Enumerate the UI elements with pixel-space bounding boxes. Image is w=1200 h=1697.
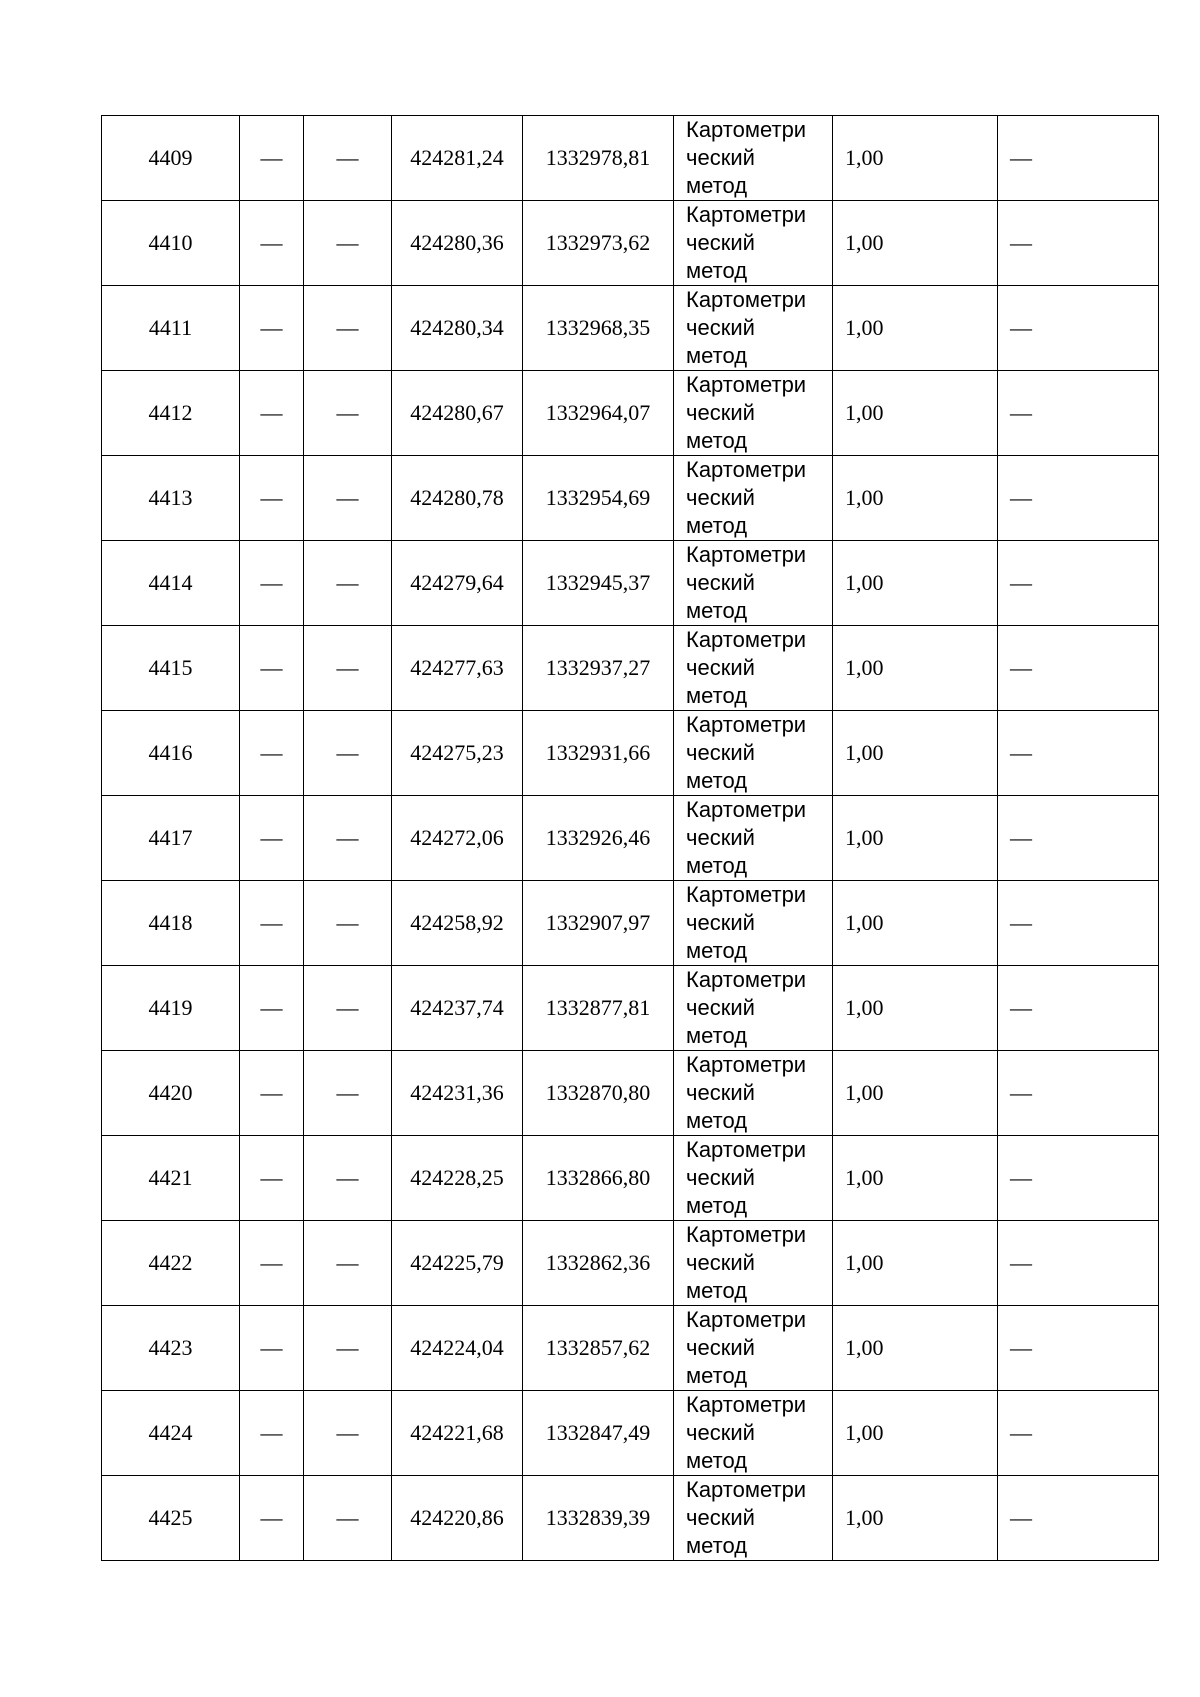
- empty-dash-cell: —: [998, 286, 1159, 371]
- empty-dash-cell: —: [240, 796, 304, 881]
- x-coordinate-cell: 424279,64: [392, 541, 523, 626]
- method-text-line: Картометри: [686, 202, 807, 227]
- empty-dash-cell: —: [304, 626, 392, 711]
- method-text-line: Картометри: [686, 1222, 807, 1247]
- empty-dash-cell: —: [998, 1391, 1159, 1476]
- method-text-line: ческий: [686, 1420, 755, 1445]
- method-text-line: метод: [686, 683, 748, 708]
- y-coordinate-cell: 1332945,37: [523, 541, 674, 626]
- table-row: [102, 1306, 1159, 1391]
- table-row: [102, 881, 1159, 966]
- table-row: [102, 371, 1159, 456]
- method-cell: [674, 1391, 833, 1476]
- x-coordinate-cell: 424237,74: [392, 966, 523, 1051]
- method-text-line: метод: [686, 1448, 748, 1473]
- accuracy-cell: 1,00: [833, 966, 998, 1051]
- x-coordinate-cell: 424258,92: [392, 881, 523, 966]
- method-text-line: метод: [686, 1278, 748, 1303]
- method-text-line: метод: [686, 1363, 748, 1388]
- empty-dash-cell: —: [240, 541, 304, 626]
- method-text-line: Картометри: [686, 627, 807, 652]
- empty-dash-cell: —: [240, 456, 304, 541]
- table-row: [102, 966, 1159, 1051]
- method-text-line: ческий: [686, 400, 755, 425]
- y-coordinate-cell: 1332877,81: [523, 966, 674, 1051]
- y-coordinate-cell: 1332866,80: [523, 1136, 674, 1221]
- empty-dash-cell: —: [240, 1221, 304, 1306]
- method-text-line: Картометри: [686, 712, 807, 737]
- method-text-line: ческий: [686, 910, 755, 935]
- method-cell: [674, 1051, 833, 1136]
- empty-dash-cell: —: [998, 1051, 1159, 1136]
- accuracy-cell: 1,00: [833, 201, 998, 286]
- empty-dash-cell: —: [304, 1221, 392, 1306]
- method-text-line: метод: [686, 598, 748, 623]
- empty-dash-cell: —: [998, 1306, 1159, 1391]
- table-row: [102, 711, 1159, 796]
- table-row: [102, 796, 1159, 881]
- point-number-cell: 4421: [102, 1136, 240, 1221]
- accuracy-cell: 1,00: [833, 371, 998, 456]
- table-row: [102, 1136, 1159, 1221]
- method-text-line: метод: [686, 513, 748, 538]
- accuracy-cell: 1,00: [833, 1306, 998, 1391]
- accuracy-cell: 1,00: [833, 881, 998, 966]
- method-cell: [674, 626, 833, 711]
- y-coordinate-cell: 1332954,69: [523, 456, 674, 541]
- y-coordinate-cell: 1332973,62: [523, 201, 674, 286]
- empty-dash-cell: —: [240, 1391, 304, 1476]
- method-text-line: ческий: [686, 995, 755, 1020]
- table-row: [102, 1051, 1159, 1136]
- point-number-cell: 4420: [102, 1051, 240, 1136]
- point-number-cell: 4422: [102, 1221, 240, 1306]
- method-cell: [674, 371, 833, 456]
- method-text-line: ческий: [686, 230, 755, 255]
- y-coordinate-cell: 1332931,66: [523, 711, 674, 796]
- method-text-line: ческий: [686, 740, 755, 765]
- empty-dash-cell: —: [240, 711, 304, 796]
- empty-dash-cell: —: [304, 711, 392, 796]
- empty-dash-cell: —: [304, 1136, 392, 1221]
- point-number-cell: 4425: [102, 1476, 240, 1561]
- x-coordinate-cell: 424228,25: [392, 1136, 523, 1221]
- table-row: [102, 1476, 1159, 1561]
- point-number-cell: 4417: [102, 796, 240, 881]
- empty-dash-cell: —: [998, 626, 1159, 711]
- x-coordinate-cell: 424225,79: [392, 1221, 523, 1306]
- point-number-cell: 4411: [102, 286, 240, 371]
- point-number-cell: 4423: [102, 1306, 240, 1391]
- empty-dash-cell: —: [304, 541, 392, 626]
- method-text-line: метод: [686, 258, 748, 283]
- accuracy-cell: 1,00: [833, 1051, 998, 1136]
- method-cell: [674, 1476, 833, 1561]
- accuracy-cell: 1,00: [833, 116, 998, 201]
- method-text-line: ческий: [686, 1080, 755, 1105]
- method-cell: [674, 966, 833, 1051]
- method-text-line: ческий: [686, 145, 755, 170]
- method-text-line: Картометри: [686, 967, 807, 992]
- table-row: [102, 541, 1159, 626]
- x-coordinate-cell: 424280,36: [392, 201, 523, 286]
- method-cell: [674, 456, 833, 541]
- y-coordinate-cell: 1332907,97: [523, 881, 674, 966]
- table-row: [102, 1221, 1159, 1306]
- empty-dash-cell: —: [240, 626, 304, 711]
- table-row: [102, 1391, 1159, 1476]
- x-coordinate-cell: 424275,23: [392, 711, 523, 796]
- method-text-line: ческий: [686, 1505, 755, 1530]
- empty-dash-cell: —: [304, 796, 392, 881]
- method-text-line: ческий: [686, 1335, 755, 1360]
- empty-dash-cell: —: [998, 541, 1159, 626]
- accuracy-cell: 1,00: [833, 1391, 998, 1476]
- empty-dash-cell: —: [998, 1136, 1159, 1221]
- empty-dash-cell: —: [240, 1136, 304, 1221]
- x-coordinate-cell: 424277,63: [392, 626, 523, 711]
- method-text-line: ческий: [686, 655, 755, 680]
- method-text-line: Картометри: [686, 457, 807, 482]
- y-coordinate-cell: 1332968,35: [523, 286, 674, 371]
- empty-dash-cell: —: [304, 1476, 392, 1561]
- point-number-cell: 4424: [102, 1391, 240, 1476]
- x-coordinate-cell: 424280,78: [392, 456, 523, 541]
- y-coordinate-cell: 1332937,27: [523, 626, 674, 711]
- empty-dash-cell: —: [304, 371, 392, 456]
- method-cell: [674, 541, 833, 626]
- y-coordinate-cell: 1332870,80: [523, 1051, 674, 1136]
- point-number-cell: 4419: [102, 966, 240, 1051]
- method-cell: [674, 1136, 833, 1221]
- method-text-line: Картометри: [686, 287, 807, 312]
- x-coordinate-cell: 424280,34: [392, 286, 523, 371]
- method-text-line: метод: [686, 1108, 748, 1133]
- empty-dash-cell: —: [998, 456, 1159, 541]
- empty-dash-cell: —: [304, 1391, 392, 1476]
- method-cell: [674, 711, 833, 796]
- point-number-cell: 4418: [102, 881, 240, 966]
- y-coordinate-cell: 1332862,36: [523, 1221, 674, 1306]
- x-coordinate-cell: 424221,68: [392, 1391, 523, 1476]
- method-text-line: метод: [686, 1193, 748, 1218]
- empty-dash-cell: —: [304, 116, 392, 201]
- method-cell: [674, 1306, 833, 1391]
- accuracy-cell: 1,00: [833, 1136, 998, 1221]
- accuracy-cell: 1,00: [833, 286, 998, 371]
- table-row: [102, 286, 1159, 371]
- empty-dash-cell: —: [304, 286, 392, 371]
- empty-dash-cell: —: [240, 286, 304, 371]
- point-number-cell: 4414: [102, 541, 240, 626]
- empty-dash-cell: —: [998, 881, 1159, 966]
- method-text-line: ческий: [686, 1165, 755, 1190]
- empty-dash-cell: —: [998, 1476, 1159, 1561]
- table-row: [102, 116, 1159, 201]
- method-text-line: метод: [686, 173, 748, 198]
- point-number-cell: 4413: [102, 456, 240, 541]
- empty-dash-cell: —: [304, 1051, 392, 1136]
- method-text-line: Картометри: [686, 117, 807, 142]
- method-text-line: Картометри: [686, 882, 807, 907]
- x-coordinate-cell: 424281,24: [392, 116, 523, 201]
- method-cell: [674, 1221, 833, 1306]
- table-body: [102, 116, 1159, 1561]
- accuracy-cell: 1,00: [833, 456, 998, 541]
- x-coordinate-cell: 424272,06: [392, 796, 523, 881]
- accuracy-cell: 1,00: [833, 796, 998, 881]
- empty-dash-cell: —: [240, 371, 304, 456]
- table-row: [102, 201, 1159, 286]
- x-coordinate-cell: 424224,04: [392, 1306, 523, 1391]
- method-cell: [674, 116, 833, 201]
- method-cell: [674, 796, 833, 881]
- method-text-line: Картометри: [686, 542, 807, 567]
- accuracy-cell: 1,00: [833, 1476, 998, 1561]
- empty-dash-cell: —: [998, 796, 1159, 881]
- empty-dash-cell: —: [240, 1476, 304, 1561]
- accuracy-cell: 1,00: [833, 711, 998, 796]
- y-coordinate-cell: 1332847,49: [523, 1391, 674, 1476]
- method-text-line: метод: [686, 343, 748, 368]
- empty-dash-cell: —: [304, 201, 392, 286]
- empty-dash-cell: —: [998, 116, 1159, 201]
- x-coordinate-cell: 424220,86: [392, 1476, 523, 1561]
- method-text-line: Картометри: [686, 372, 807, 397]
- table-row: [102, 456, 1159, 541]
- x-coordinate-cell: 424231,36: [392, 1051, 523, 1136]
- point-number-cell: 4415: [102, 626, 240, 711]
- accuracy-cell: 1,00: [833, 541, 998, 626]
- empty-dash-cell: —: [998, 371, 1159, 456]
- coordinates-table: [101, 115, 1159, 1561]
- y-coordinate-cell: 1332978,81: [523, 116, 674, 201]
- method-text-line: Картометри: [686, 1052, 807, 1077]
- y-coordinate-cell: 1332926,46: [523, 796, 674, 881]
- empty-dash-cell: —: [240, 201, 304, 286]
- accuracy-cell: 1,00: [833, 626, 998, 711]
- method-text-line: ческий: [686, 570, 755, 595]
- method-text-line: Картометри: [686, 1477, 807, 1502]
- method-text-line: метод: [686, 938, 748, 963]
- point-number-cell: 4410: [102, 201, 240, 286]
- empty-dash-cell: —: [240, 1051, 304, 1136]
- method-text-line: Картометри: [686, 1392, 807, 1417]
- method-cell: [674, 201, 833, 286]
- method-text-line: метод: [686, 1533, 748, 1558]
- empty-dash-cell: —: [240, 1306, 304, 1391]
- method-text-line: метод: [686, 768, 748, 793]
- empty-dash-cell: —: [998, 711, 1159, 796]
- method-cell: [674, 286, 833, 371]
- method-text-line: Картометри: [686, 797, 807, 822]
- method-text-line: ческий: [686, 485, 755, 510]
- point-number-cell: 4409: [102, 116, 240, 201]
- table-row: [102, 626, 1159, 711]
- accuracy-cell: 1,00: [833, 1221, 998, 1306]
- empty-dash-cell: —: [304, 456, 392, 541]
- point-number-cell: 4416: [102, 711, 240, 796]
- empty-dash-cell: —: [998, 1221, 1159, 1306]
- empty-dash-cell: —: [304, 1306, 392, 1391]
- empty-dash-cell: —: [240, 881, 304, 966]
- x-coordinate-cell: 424280,67: [392, 371, 523, 456]
- y-coordinate-cell: 1332964,07: [523, 371, 674, 456]
- method-text-line: ческий: [686, 825, 755, 850]
- empty-dash-cell: —: [240, 966, 304, 1051]
- method-text-line: метод: [686, 1023, 748, 1048]
- method-text-line: Картометри: [686, 1137, 807, 1162]
- method-text-line: Картометри: [686, 1307, 807, 1332]
- empty-dash-cell: —: [998, 966, 1159, 1051]
- method-text-line: метод: [686, 428, 748, 453]
- method-text-line: ческий: [686, 1250, 755, 1275]
- y-coordinate-cell: 1332839,39: [523, 1476, 674, 1561]
- y-coordinate-cell: 1332857,62: [523, 1306, 674, 1391]
- empty-dash-cell: —: [304, 881, 392, 966]
- point-number-cell: 4412: [102, 371, 240, 456]
- method-text-line: метод: [686, 853, 748, 878]
- empty-dash-cell: —: [304, 966, 392, 1051]
- empty-dash-cell: —: [240, 116, 304, 201]
- method-text-line: ческий: [686, 315, 755, 340]
- method-cell: [674, 881, 833, 966]
- empty-dash-cell: —: [998, 201, 1159, 286]
